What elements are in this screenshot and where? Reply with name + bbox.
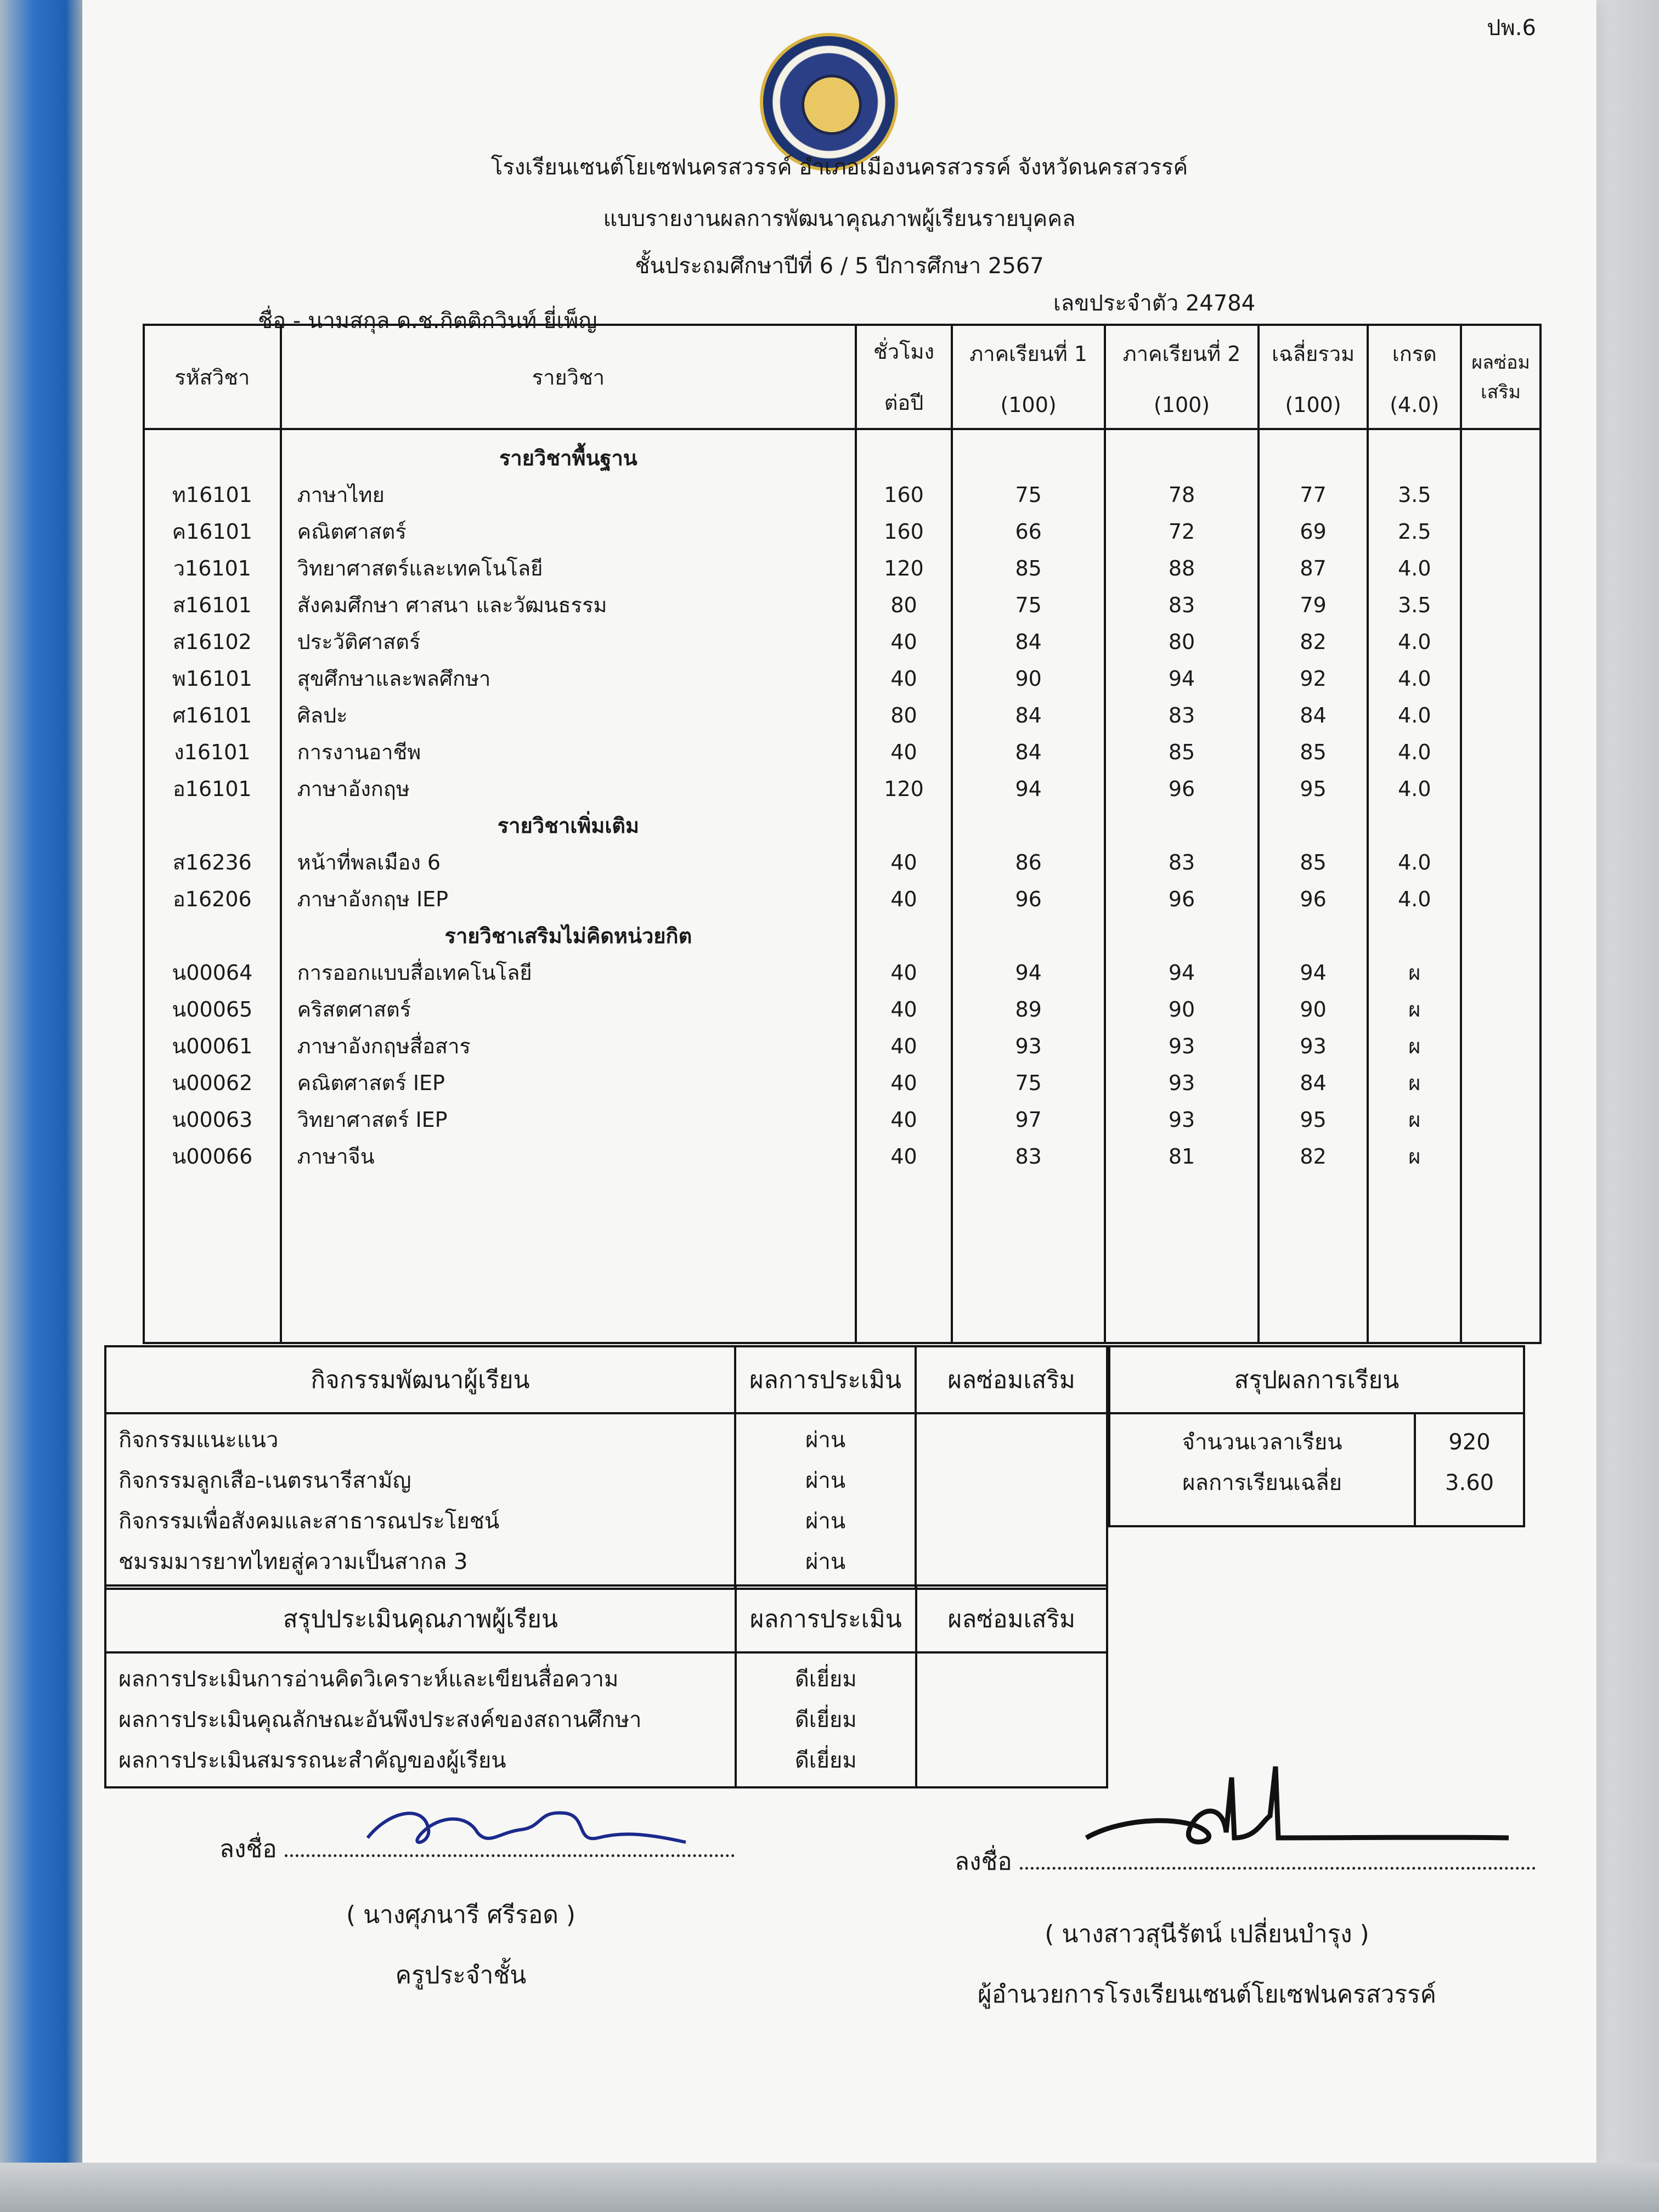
result-cell: ผ่าน xyxy=(805,1509,846,1534)
table-cell: คริสตศาสตร์ xyxy=(297,997,411,1022)
summary-header: สรุปผลการเรียน xyxy=(1109,1346,1524,1413)
table-cell: 94 xyxy=(1300,961,1327,985)
list-item: ผลการประเมินการอ่านคิดวิเคราะห์และเขียนสื่อความ xyxy=(119,1667,619,1692)
table-cell: 40 xyxy=(890,667,917,691)
table-cell: 79 xyxy=(1300,593,1327,617)
table-cell: 83 xyxy=(1168,593,1195,617)
table-cell: 40 xyxy=(890,961,917,985)
table-cell: 40 xyxy=(890,1144,917,1169)
table-cell: 2.5 xyxy=(1398,520,1431,544)
table-cell: ผ xyxy=(1408,1071,1421,1095)
table-cell: ศ16101 xyxy=(172,703,252,727)
col-code-header: รหัสวิชา xyxy=(144,325,281,429)
table-cell: 96 xyxy=(1015,887,1042,911)
table-cell: 90 xyxy=(1015,667,1042,691)
student-name: ชื่อ - นามสกุล ด.ช.กิตติกวินท์ ยี่เพ็ญ xyxy=(258,308,597,334)
grades-table xyxy=(143,324,1542,1344)
grades-body-row xyxy=(144,429,1541,1343)
table-cell: พ16101 xyxy=(172,667,252,691)
table-cell: 90 xyxy=(1168,997,1195,1022)
grade-line: ชั้นประถมศึกษาปีที่ 6 / 5 ปีการศึกษา 2567 xyxy=(635,253,1044,279)
table-cell: 83 xyxy=(1168,850,1195,874)
table-cell: 4.0 xyxy=(1398,850,1431,874)
table-cell: 40 xyxy=(890,1034,917,1058)
table-cell: 80 xyxy=(890,703,917,727)
school-line: โรงเรียนเซนต์โยเซฟนครสวรรค์ อำเภอเมืองนครสวรรค์ จังหวัดนครสวรรค์ xyxy=(490,155,1188,180)
table-cell: 80 xyxy=(1168,630,1195,654)
list-item: กิจกรรมลูกเสือ-เนตรนารีสามัญ xyxy=(119,1468,411,1493)
list-item: ชมรมมารยาทไทยสู่ความเป็นสากล 3 xyxy=(119,1549,468,1575)
col-term2-header: ภาคเรียนที่ 2 (100) xyxy=(1105,325,1258,429)
table-cell: ส16102 xyxy=(172,630,252,654)
table-cell: 40 xyxy=(890,740,917,764)
table-cell: 93 xyxy=(1300,1034,1327,1058)
table-cell: ภาษาไทย xyxy=(297,483,385,507)
activities-eval-header: ผลการประเมิน xyxy=(735,1346,916,1413)
table-cell: 94 xyxy=(1168,667,1195,691)
list-item: กิจกรรมแนะแนว xyxy=(119,1427,279,1453)
table-cell: 40 xyxy=(890,997,917,1022)
table-cell: 4.0 xyxy=(1398,777,1431,801)
table-cell: วิทยาศาสตร์ IEP xyxy=(297,1108,448,1132)
activities-header: กิจกรรมพัฒนาผู้เรียน xyxy=(105,1346,735,1413)
table-cell: 84 xyxy=(1015,703,1042,727)
table-cell: 85 xyxy=(1300,740,1327,764)
col-term1-header: ภาคเรียนที่ 1 (100) xyxy=(952,325,1105,429)
table-cell: 84 xyxy=(1015,740,1042,764)
table-cell: ผ xyxy=(1408,1144,1421,1169)
table-cell: 87 xyxy=(1300,556,1327,580)
summary-hours-value: 920 xyxy=(1448,1430,1491,1455)
report-title: แบบรายงานผลการพัฒนาคุณภาพผู้เรียนรายบุคคล xyxy=(603,206,1076,232)
summary-hours-label: จำนวนเวลาเรียน xyxy=(1182,1430,1342,1455)
table-cell: 89 xyxy=(1015,997,1042,1022)
table-cell: คณิตศาสตร์ xyxy=(297,520,407,544)
summary-labels xyxy=(1109,1413,1415,1526)
col-hours-header: ชั่วโมง ต่อปี xyxy=(856,325,952,429)
table-cell: 85 xyxy=(1015,556,1042,580)
table-cell: 40 xyxy=(890,630,917,654)
table-cell: 77 xyxy=(1300,483,1327,507)
activities-results xyxy=(735,1413,916,1589)
director-title: ผู้อำนวยการโรงเรียนเซนต์โยเซฟนครสวรรค์ xyxy=(977,1980,1437,2008)
table-cell: ผ xyxy=(1408,997,1421,1022)
table-cell: 120 xyxy=(884,556,924,580)
table-cell: 96 xyxy=(1300,887,1327,911)
table-cell: ผ xyxy=(1408,1034,1421,1058)
table-cell: หน้าที่พลเมือง 6 xyxy=(297,850,441,874)
summary-values xyxy=(1415,1413,1524,1526)
table-cell: 4.0 xyxy=(1398,740,1431,764)
activities-list xyxy=(105,1413,735,1589)
table-cell: ภาษาจีน xyxy=(297,1144,375,1169)
table-cell: น00062 xyxy=(172,1071,253,1095)
table-cell: 86 xyxy=(1015,850,1042,874)
table-cell: ท16101 xyxy=(172,483,252,507)
table-cell: ง16101 xyxy=(174,740,251,764)
director-name: ( นางสาวสุนีรัตน์ เปลี่ยนบำรุง ) xyxy=(1045,1920,1369,1948)
table-cell: น00061 xyxy=(172,1034,253,1058)
table-cell: 81 xyxy=(1168,1144,1195,1169)
table-cell: ภาษาอังกฤษสื่อสาร xyxy=(297,1034,471,1058)
table-cell: 3.5 xyxy=(1398,593,1431,617)
table-cell: วิทยาศาสตร์และเทคโนโลยี xyxy=(297,556,543,580)
table-cell: น00063 xyxy=(172,1108,253,1132)
table-cell: 82 xyxy=(1300,1144,1327,1169)
summary-table xyxy=(1108,1345,1525,1527)
result-cell: ผ่าน xyxy=(805,1427,846,1453)
result-cell: ดีเยี่ยม xyxy=(794,1748,857,1773)
binder-cover xyxy=(0,0,82,2212)
table-cell: 40 xyxy=(890,1071,917,1095)
table-cell: 4.0 xyxy=(1398,630,1431,654)
teacher-title: ครูประจำชั้น xyxy=(395,1961,527,1989)
col-avg-header: เฉลี่ยรวม (100) xyxy=(1259,325,1368,429)
table-cell: 40 xyxy=(890,887,917,911)
binder-edge xyxy=(1593,0,1659,2212)
table-cell: 75 xyxy=(1015,483,1042,507)
sign-label: ลงชื่อ xyxy=(219,1835,277,1863)
table-cell: การงานอาชีพ xyxy=(297,740,421,764)
table-cell: ผ xyxy=(1408,1108,1421,1132)
table-cell: น00065 xyxy=(172,997,253,1022)
table-cell: ว16101 xyxy=(173,556,251,580)
table-cell: 93 xyxy=(1168,1108,1195,1132)
table-cell: 90 xyxy=(1300,997,1327,1022)
report-page xyxy=(82,0,1596,2167)
table-cell: 3.5 xyxy=(1398,483,1431,507)
activities-remedial-header: ผลซ่อมเสริม xyxy=(916,1346,1107,1413)
code-column xyxy=(144,429,281,1343)
table-cell: 120 xyxy=(884,777,924,801)
table-cell: 69 xyxy=(1300,520,1327,544)
table-cell: ประวัติศาสตร์ xyxy=(297,630,421,654)
col-subject-header: รายวิชา xyxy=(281,325,856,429)
student-id: เลขประจำตัว 24784 xyxy=(1053,291,1256,316)
table-cell: 95 xyxy=(1300,777,1327,801)
remedial-column xyxy=(1461,429,1541,1343)
table-cell: สุขศึกษาและพลศึกษา xyxy=(297,667,491,691)
table-cell: 78 xyxy=(1168,483,1195,507)
table-cell: ผ xyxy=(1408,961,1421,985)
table-cell: ภาษาอังกฤษ IEP xyxy=(297,887,449,911)
table-cell: 40 xyxy=(890,850,917,874)
table-cell: 84 xyxy=(1300,1071,1327,1095)
table-cell: 93 xyxy=(1168,1071,1195,1095)
table-cell: 96 xyxy=(1168,887,1195,911)
table-cell: 94 xyxy=(1015,961,1042,985)
subject-column xyxy=(281,429,856,1343)
table-cell: 94 xyxy=(1168,961,1195,985)
quality-remedial-cell xyxy=(916,1652,1107,1787)
section-additional-label: รายวิชาเพิ่มเติม xyxy=(497,814,640,838)
table-cell: คณิตศาสตร์ IEP xyxy=(297,1071,445,1095)
table-cell: 4.0 xyxy=(1398,887,1431,911)
table-cell: 75 xyxy=(1015,1071,1042,1095)
table-cell: 83 xyxy=(1015,1144,1042,1169)
director-signature-icon xyxy=(1081,1756,1520,1865)
table-cell: 40 xyxy=(890,1108,917,1132)
teacher-signature-icon xyxy=(357,1799,708,1860)
table-cell: 94 xyxy=(1015,777,1042,801)
table-cell: 80 xyxy=(890,593,917,617)
section-extra-label: รายวิชาเสริมไม่คิดหน่วยกิต xyxy=(444,924,692,948)
table-cell: 160 xyxy=(884,483,924,507)
activities-remedial-cell xyxy=(916,1413,1107,1589)
table-cell: 97 xyxy=(1015,1108,1042,1132)
table-cell: 84 xyxy=(1300,703,1327,727)
table-cell: น00066 xyxy=(172,1144,253,1169)
table-cell: อ16101 xyxy=(172,777,252,801)
table-cell: ศิลปะ xyxy=(297,703,348,727)
table-cell: 84 xyxy=(1015,630,1042,654)
table-cell: 66 xyxy=(1015,520,1042,544)
result-cell: ผ่าน xyxy=(805,1549,846,1575)
section-basic-label: รายวิชาพื้นฐาน xyxy=(499,446,637,470)
table-cell: 4.0 xyxy=(1398,556,1431,580)
table-cell: การออกแบบสื่อเทคโนโลยี xyxy=(297,961,532,985)
table-cell: 93 xyxy=(1015,1034,1042,1058)
table-cell: ส16101 xyxy=(172,593,252,617)
col-remedial-header: ผลซ่อมเสริม xyxy=(1461,325,1541,429)
table-cell: 88 xyxy=(1168,556,1195,580)
table-surface xyxy=(0,2163,1659,2212)
table-cell: 85 xyxy=(1300,850,1327,874)
table-cell: 72 xyxy=(1168,520,1195,544)
table-cell: 85 xyxy=(1168,740,1195,764)
table-cell: 75 xyxy=(1015,593,1042,617)
summary-gpa-label: ผลการเรียนเฉลี่ย xyxy=(1182,1470,1342,1496)
term2-column xyxy=(1105,429,1258,1343)
table-cell: อ16206 xyxy=(172,887,252,911)
list-item: ผลการประเมินคุณลักษณะอันพึงประสงค์ของสถานศึกษา xyxy=(119,1707,642,1733)
table-cell: ค16101 xyxy=(172,520,252,544)
table-cell: ภาษาอังกฤษ xyxy=(297,777,410,801)
table-cell: 4.0 xyxy=(1398,703,1431,727)
list-item: ผลการประเมินสมรรถนะสำคัญของผู้เรียน xyxy=(119,1748,506,1773)
table-cell: 160 xyxy=(884,520,924,544)
table-cell: ส16236 xyxy=(172,850,252,874)
result-cell: ดีเยี่ยม xyxy=(794,1667,857,1692)
teacher-name: ( นางศุภนารี ศรีรอด ) xyxy=(346,1901,576,1929)
hours-column xyxy=(856,429,952,1343)
table-cell: 96 xyxy=(1168,777,1195,801)
table-cell: 95 xyxy=(1300,1108,1327,1132)
grades-header-row xyxy=(144,325,1541,429)
table-cell: 83 xyxy=(1168,703,1195,727)
term1-column xyxy=(952,429,1105,1343)
quality-eval-header: ผลการประเมิน xyxy=(736,1585,916,1652)
table-cell: 82 xyxy=(1300,630,1327,654)
activities-table xyxy=(104,1345,1108,1590)
quality-table xyxy=(104,1584,1108,1788)
table-cell: 93 xyxy=(1168,1034,1195,1058)
result-cell: ผ่าน xyxy=(805,1468,846,1493)
quality-remedial-header: ผลซ่อมเสริม xyxy=(916,1585,1107,1652)
quality-results xyxy=(736,1652,916,1787)
result-cell: ดีเยี่ยม xyxy=(794,1707,857,1733)
quality-list xyxy=(105,1652,736,1787)
form-code: ปพ.6 xyxy=(1487,15,1536,41)
grade-column xyxy=(1368,429,1461,1343)
table-cell: 92 xyxy=(1300,667,1327,691)
avg-column xyxy=(1259,429,1368,1343)
table-cell: น00064 xyxy=(172,961,253,985)
summary-gpa-value: 3.60 xyxy=(1445,1470,1494,1496)
list-item: กิจกรรมเพื่อสังคมและสาธารณประโยชน์ xyxy=(119,1509,500,1534)
table-cell: สังคมศึกษา ศาสนา และวัฒนธรรม xyxy=(297,593,607,617)
col-grade-header: เกรด (4.0) xyxy=(1368,325,1461,429)
sign-label: ลงชื่อ xyxy=(955,1848,1012,1876)
quality-header: สรุปประเมินคุณภาพผู้เรียน xyxy=(105,1585,736,1652)
table-cell: 4.0 xyxy=(1398,667,1431,691)
